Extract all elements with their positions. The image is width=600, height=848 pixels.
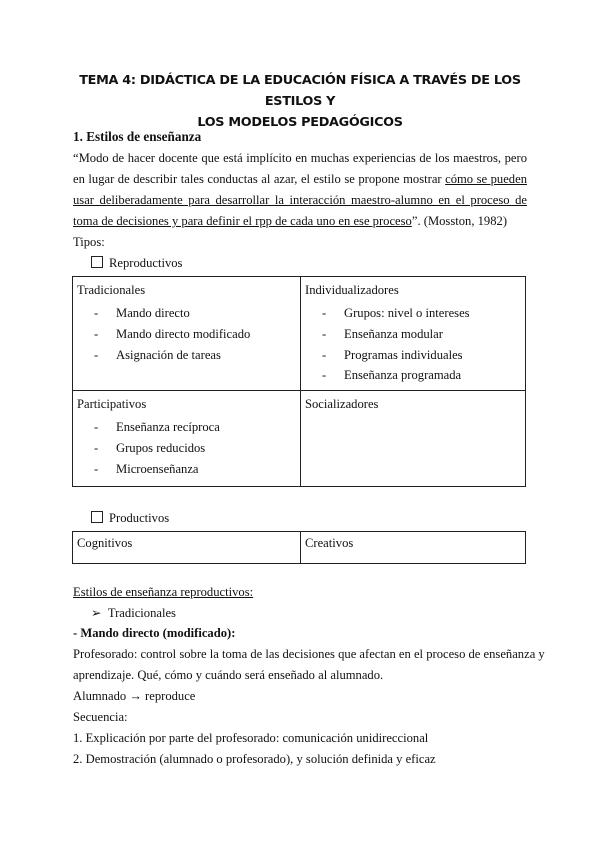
mando-directo-heading: - Mando directo (modificado): <box>73 626 236 640</box>
profesorado-line-1: Profesorado: control sobre la toma de las decisiones que afectan en el proceso de enseñanza y <box>73 647 545 661</box>
tradicionales-bullet-label: Tradicionales <box>107 606 176 620</box>
quote-citation: ”. (Mosston, 1982) <box>411 214 508 228</box>
reproductivos-label: Reproductivos <box>109 256 183 270</box>
reproductivos-item <box>91 256 182 271</box>
profesorado-line-2: aprendizaje. Qué, cómo y cuándo será enseñado al alumnado. <box>73 668 384 682</box>
cell-title: Socializadores <box>305 397 379 412</box>
checkbox-icon <box>91 256 103 268</box>
cell-title: Participativos <box>77 397 147 412</box>
list-item: - Grupos reducidos <box>94 438 296 459</box>
cell-tradicionales <box>73 277 301 391</box>
cell-title: Tradicionales <box>77 283 146 297</box>
list-item: - Mando directo modificado <box>94 324 296 345</box>
title-line-1: TEMA 4: DIDÁCTICA DE LA EDUCACIÓN FÍSICA A TRAVÉS DE LOS ESTILOS Y <box>79 73 521 109</box>
list-item: - Microenseñanza <box>94 459 296 480</box>
quote-text: “Modo de hacer docente que está implícito en muchas experiencias de los maestros, pero en lugar de describir tales conductas al azar, el estilo se propone mostrar <box>73 151 527 186</box>
section-heading: 1. Estilos de enseñanza <box>73 129 202 144</box>
cell-creativos: Creativos <box>301 532 526 564</box>
reproductivos-table <box>72 276 526 487</box>
list-item: - Programas individuales <box>322 345 521 366</box>
productivos-table <box>72 531 526 564</box>
participativos-list <box>77 417 296 479</box>
list-item: - Enseñanza modular <box>322 324 521 345</box>
secuencia-item-2: 2. Demostración (alumnado o profesorado), y solución definida y eficaz <box>73 752 436 766</box>
checkbox-icon <box>91 511 103 523</box>
productivos-label: Productivos <box>109 511 170 525</box>
list-item: - Mando directo <box>94 303 296 324</box>
individualizadores-list <box>305 303 521 386</box>
cell-cognitivos: Cognitivos <box>73 532 301 564</box>
arrow-bullet-icon: ➢ <box>91 606 102 620</box>
productivos-item <box>91 511 169 526</box>
cell-individualizadores <box>301 277 526 391</box>
document-title <box>60 70 540 133</box>
title-line-2: LOS MODELOS PEDAGÓGICOS <box>197 115 403 130</box>
list-item: - Grupos: nivel o intereses <box>322 303 521 324</box>
tradicionales-list <box>77 303 296 365</box>
list-item: - Enseñanza programada <box>322 365 521 386</box>
reproductivos-heading: Estilos de enseñanza reproductivos: <box>73 585 254 599</box>
tradicionales-bullet <box>91 605 176 621</box>
cell-title: Individualizadores <box>305 283 399 297</box>
secuencia-label: Secuencia: <box>73 710 128 724</box>
list-item: - Enseñanza recíproca <box>94 417 296 438</box>
secuencia-item-1: 1. Explicación por parte del profesorado: comunicación unidireccional <box>73 731 429 745</box>
cell-socializadores <box>301 391 526 487</box>
quote-underlined-text: cómo se pueden usar deliberadamente para desarrollar la interacción maestro-alumno en el proceso de toma de decisiones y para definir el rpp de cada uno en ese proceso <box>73 172 527 228</box>
cell-participativos <box>73 391 301 487</box>
alumnado-line: Alumnado → reproduce <box>73 689 196 703</box>
list-item: - Asignación de tareas <box>94 345 296 366</box>
definition-quote <box>73 148 527 232</box>
tipos-label: Tipos: <box>73 235 105 249</box>
